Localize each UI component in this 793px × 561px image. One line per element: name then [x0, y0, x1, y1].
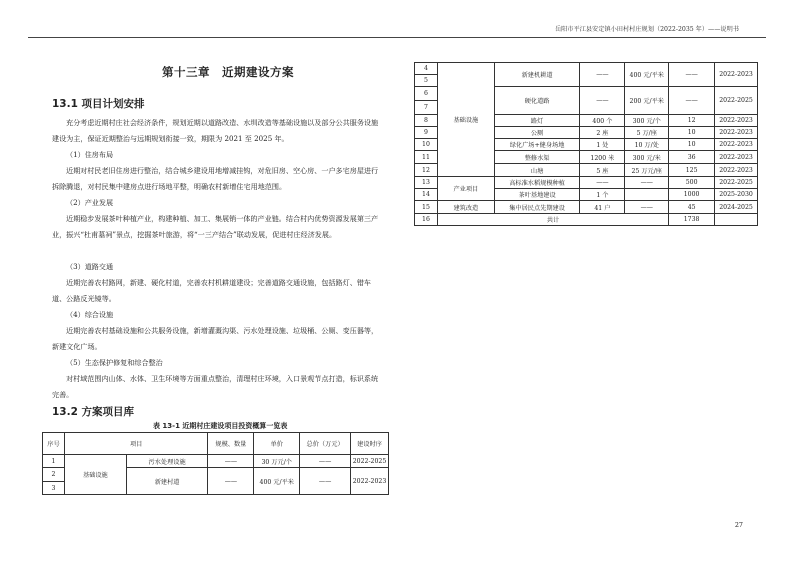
cell-no: 2: [43, 468, 65, 482]
header-price: 单价: [254, 433, 300, 455]
cell-scale: 400 个: [580, 115, 625, 127]
cell-item: 整修水渠: [494, 151, 580, 164]
cell-no: 11: [415, 151, 438, 164]
item-heading: （1）住房布局: [66, 150, 114, 159]
cell-category: 建筑改造: [437, 201, 494, 214]
cell-item: 新建村道: [126, 468, 208, 495]
cell-scale: ——: [208, 455, 254, 468]
cell-period: 2022-2023: [715, 139, 758, 151]
cell-price: 400 元/平米: [254, 468, 300, 495]
header-rule: [28, 37, 766, 38]
header-scale: 规模、数量: [208, 433, 254, 455]
header-no: 序号: [43, 433, 65, 455]
cell-price: 10 万/处: [625, 139, 669, 151]
cell-scale: ——: [580, 177, 625, 189]
cell-scale: 41 户: [580, 201, 625, 214]
cell-total: 125: [669, 164, 715, 177]
table-row: [415, 63, 758, 75]
cell-period: 2022-2023: [715, 164, 758, 177]
cell-scale: 1 处: [580, 139, 625, 151]
table-row: [43, 455, 389, 468]
header-period: 建设时序: [351, 433, 389, 455]
project-table-part2: [414, 62, 758, 226]
cell-no: 7: [415, 101, 438, 115]
cell-price: ——: [625, 177, 669, 189]
cell-price: 30 万元/个: [254, 455, 300, 468]
item-heading: （3）道路交通: [66, 262, 114, 271]
cell-item: 集中居民点先期建设: [494, 201, 580, 214]
cell-period: 2022-2023: [715, 115, 758, 127]
table-row: [415, 214, 758, 226]
cell-item: 污水处理设施: [126, 455, 208, 468]
item-paragraph: 近期完善农村基础设施和公共服务设施，新增灌溉沟渠、污水处理设施、垃圾桶、公厕、变压器等，新建文化广场。: [52, 326, 379, 351]
cell-total: 1000: [669, 189, 715, 201]
cell-total: 45: [669, 201, 715, 214]
item-heading: （5）生态保护修复和综合整治: [66, 358, 163, 367]
cell-scale: 2 座: [580, 127, 625, 139]
cell-sum-label: 共计: [437, 214, 668, 226]
cell-period: 2022-2025: [715, 87, 758, 115]
section-title: 13.1 项目计划安排: [52, 98, 145, 110]
cell-no: 14: [415, 189, 438, 201]
cell-no: 13: [415, 177, 438, 189]
cell-no: 4: [415, 63, 438, 75]
cell-item: 绿化广场+健身场地: [494, 139, 580, 151]
cell-period: 2022-2025: [715, 177, 758, 189]
table-row: [415, 201, 758, 214]
intro-paragraph: 充分考虑近期村庄社会经济条件，规划近期以道路改造、水圳改造等基础设施以及部分公共服务设施建设为主，保证近期整治与远期规划衔接一致，期限为 2021 至 2025 年。: [52, 118, 379, 143]
cell-total: ——: [300, 455, 351, 468]
cell-price: [625, 189, 669, 201]
page-number: 27: [734, 521, 743, 529]
cell-price: 200 元/平米: [625, 87, 669, 115]
item-paragraph: 近期稳步发展茶叶种植产业，构建种植、加工、集展销一体的产业链。结合村内优势资源发展第三产业，振兴“杜甫墓祠”景点，挖掘茶叶旅游，将“一三产结合”联动发展，促进村庄经济发展。: [52, 214, 379, 239]
cell-no: 1: [43, 455, 65, 468]
item-heading: （2）产业发展: [66, 198, 114, 207]
header-item: 项目: [64, 433, 208, 455]
cell-total: 1738: [669, 214, 715, 226]
cell-period: 2022-2023: [715, 63, 758, 87]
cell-total: ——: [669, 87, 715, 115]
section-title: 13.2 方案项目库: [52, 406, 135, 418]
cell-item: 硬化道路: [494, 87, 580, 115]
item-paragraph: 近期完善农村路网，新建、硬化村道，完善农村机耕道建设；完善道路交通设施，包括路灯、错车道、公路反光镜等。: [52, 278, 372, 303]
cell-no: 5: [415, 75, 438, 87]
cell-scale: ——: [580, 87, 625, 115]
cell-total: 10: [669, 139, 715, 151]
cell-category: 产业项目: [437, 177, 494, 201]
cell-no: 10: [415, 139, 438, 151]
cell-scale: 1200 米: [580, 151, 625, 164]
cell-no: 16: [415, 214, 438, 226]
cell-item: 路灯: [494, 115, 580, 127]
cell-item: 高标准水稻规模种植: [494, 177, 580, 189]
cell-category: 基础设施: [64, 455, 126, 495]
header-total: 总价（万元）: [300, 433, 351, 455]
cell-no: 3: [43, 482, 65, 495]
cell-period: 2024-2025: [715, 201, 758, 214]
cell-no: 6: [415, 87, 438, 101]
cell-price: 300 元/个: [625, 115, 669, 127]
cell-no: 12: [415, 164, 438, 177]
cell-scale: 5 座: [580, 164, 625, 177]
cell-price: 300 元/米: [625, 151, 669, 164]
cell-total: ——: [300, 468, 351, 495]
cell-price: 400 元/平米: [625, 63, 669, 87]
cell-item: 公厕: [494, 127, 580, 139]
cell-item: 新建机耕道: [494, 63, 580, 87]
cell-item: 山塘: [494, 164, 580, 177]
cell-no: 15: [415, 201, 438, 214]
cell-total: 36: [669, 151, 715, 164]
cell-period: 2022-2023: [351, 468, 389, 495]
chapter-title: 第十三章 近期建设方案: [162, 65, 294, 79]
cell-price: 25 万元/座: [625, 164, 669, 177]
table-caption: 表 13-1 近期村庄建设项目投资概算一览表: [153, 422, 288, 430]
cell-period: [715, 214, 758, 226]
cell-no: 9: [415, 127, 438, 139]
cell-total: 500: [669, 177, 715, 189]
item-heading: （4）综合设施: [66, 310, 114, 319]
cell-price: ——: [625, 201, 669, 214]
cell-total: ——: [669, 63, 715, 87]
item-paragraph: 对村域范围内山体、水体、卫生环境等方面重点整治，清理村庄环境，入口景观节点打造，标识系统完善。: [52, 374, 379, 399]
cell-category: 基础设施: [437, 63, 494, 177]
project-table-part1: [42, 432, 389, 495]
cell-total: 12: [669, 115, 715, 127]
cell-scale: ——: [580, 63, 625, 87]
cell-no: 8: [415, 115, 438, 127]
cell-price: 5 万/座: [625, 127, 669, 139]
running-header: 岳阳市平江县安定镇小田村村庄规划（2022-2035 年）——说明书: [554, 26, 739, 33]
item-paragraph: 近期对村民老旧住房进行整治，结合城乡建设用地增减挂钩，对危旧房、空心房、一户多宅房屋进行拆除腾退，对村民集中建房点进行场地平整，明确农村新增住宅用地范围。: [52, 166, 379, 191]
cell-scale: 1 个: [580, 189, 625, 201]
cell-period: 2025-2030: [715, 189, 758, 201]
cell-period: 2022-2025: [351, 455, 389, 468]
cell-item: 茶叶基地建设: [494, 189, 580, 201]
cell-scale: ——: [208, 468, 254, 495]
cell-period: 2022-2023: [715, 127, 758, 139]
table-row: [415, 177, 758, 189]
cell-total: 10: [669, 127, 715, 139]
cell-period: 2022-2023: [715, 151, 758, 164]
